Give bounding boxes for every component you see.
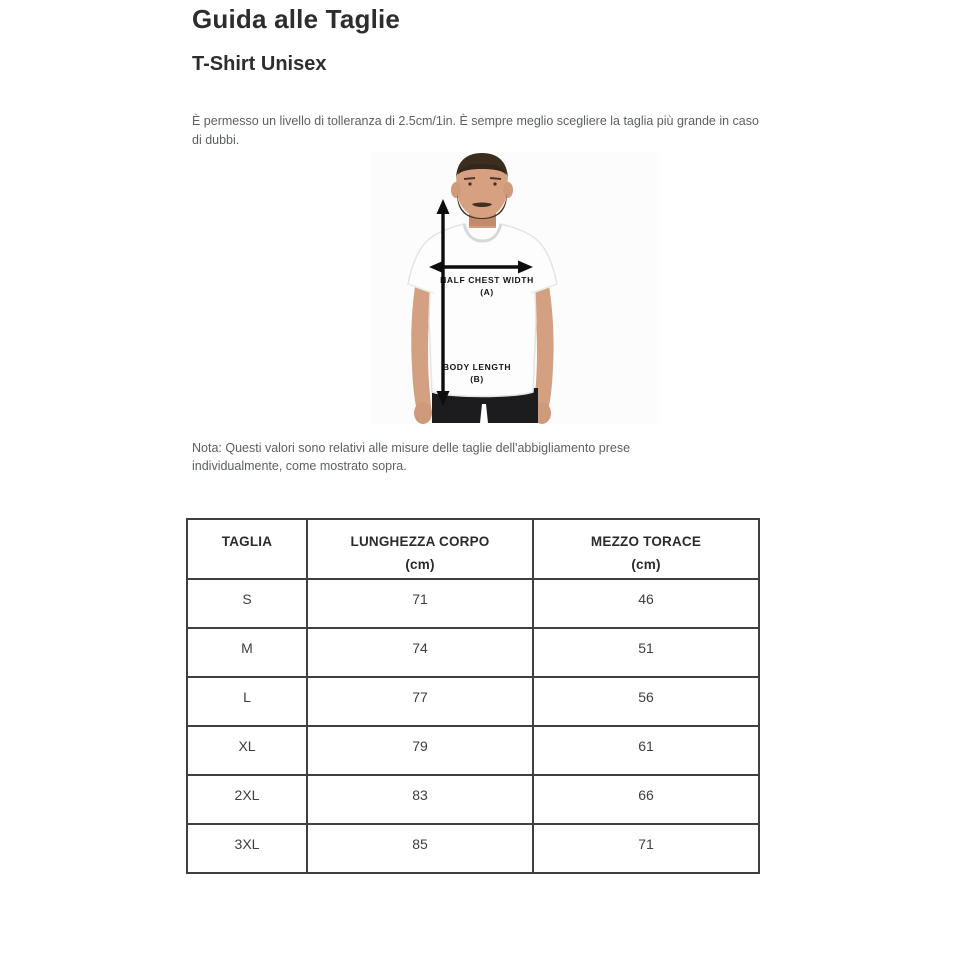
size-cell: M — [187, 628, 307, 677]
size-table-header-row — [187, 519, 759, 579]
right-hand — [414, 402, 432, 424]
size-cell: 2XL — [187, 775, 307, 824]
body-length-cell: 77 — [307, 677, 533, 726]
left-eyebrow — [490, 178, 501, 179]
page-title: Guida alle Taglie — [192, 4, 401, 34]
header-lunghezza-label: LUNGHEZZA CORPO — [350, 534, 490, 549]
half-chest-cell: 61 — [533, 726, 759, 775]
half-chest-code-label: (A) — [480, 287, 494, 297]
half-chest-cell: 51 — [533, 628, 759, 677]
header-torace-unit: (cm) — [631, 557, 661, 572]
left-eye — [493, 182, 496, 185]
size-cell: 3XL — [187, 824, 307, 873]
header-taglia — [187, 519, 307, 579]
tolerance-note-text: È permesso un livello di tolleranza di 2.5cm/1in. È sempre meglio scegliere la taglia più grande in caso di dubbi. — [192, 114, 759, 147]
right-ear — [451, 182, 461, 198]
table-row-2xl — [187, 775, 759, 824]
tshirt-measurement-diagram — [360, 152, 680, 424]
body-length-cell: 79 — [307, 726, 533, 775]
table-row-s — [187, 579, 759, 628]
body-length-cell: 71 — [307, 579, 533, 628]
size-cell: L — [187, 677, 307, 726]
right-eyebrow — [464, 178, 475, 179]
table-row-m — [187, 628, 759, 677]
half-chest-cell: 46 — [533, 579, 759, 628]
body-length-code-label: (B) — [470, 374, 484, 384]
body-length-cell: 74 — [307, 628, 533, 677]
half-chest-cell: 71 — [533, 824, 759, 873]
right-eye — [468, 182, 471, 185]
body-length-cell: 85 — [307, 824, 533, 873]
measurement-note-text: Nota: Questi valori sono relativi alle misure delle taglie dell'abbigliamento prese individualmente, come mostrato sopra. — [192, 441, 631, 473]
header-lunghezza-unit: (cm) — [405, 557, 435, 572]
header-torace-label: MEZZO TORACE — [590, 534, 702, 549]
header-mezzo-torace — [533, 519, 759, 579]
table-row-l — [187, 677, 759, 726]
page-subtitle: T-Shirt Unisex — [192, 53, 327, 75]
body-length-cell: 83 — [307, 775, 533, 824]
half-chest-width-label: HALF CHEST WIDTH — [440, 275, 534, 285]
header-taglia-label: TAGLIA — [221, 534, 273, 549]
half-chest-cell: 66 — [533, 775, 759, 824]
body-length-label: BODY LENGTH — [442, 362, 512, 372]
size-cell: S — [187, 579, 307, 628]
half-chest-cell: 56 — [533, 677, 759, 726]
size-cell: XL — [187, 726, 307, 775]
tshirt-measurement-photo — [360, 152, 680, 424]
header-lunghezza-corpo — [307, 519, 533, 579]
left-ear — [503, 182, 513, 198]
table-row-xl — [187, 726, 759, 775]
size-table — [186, 518, 760, 874]
table-row-3xl — [187, 824, 759, 873]
